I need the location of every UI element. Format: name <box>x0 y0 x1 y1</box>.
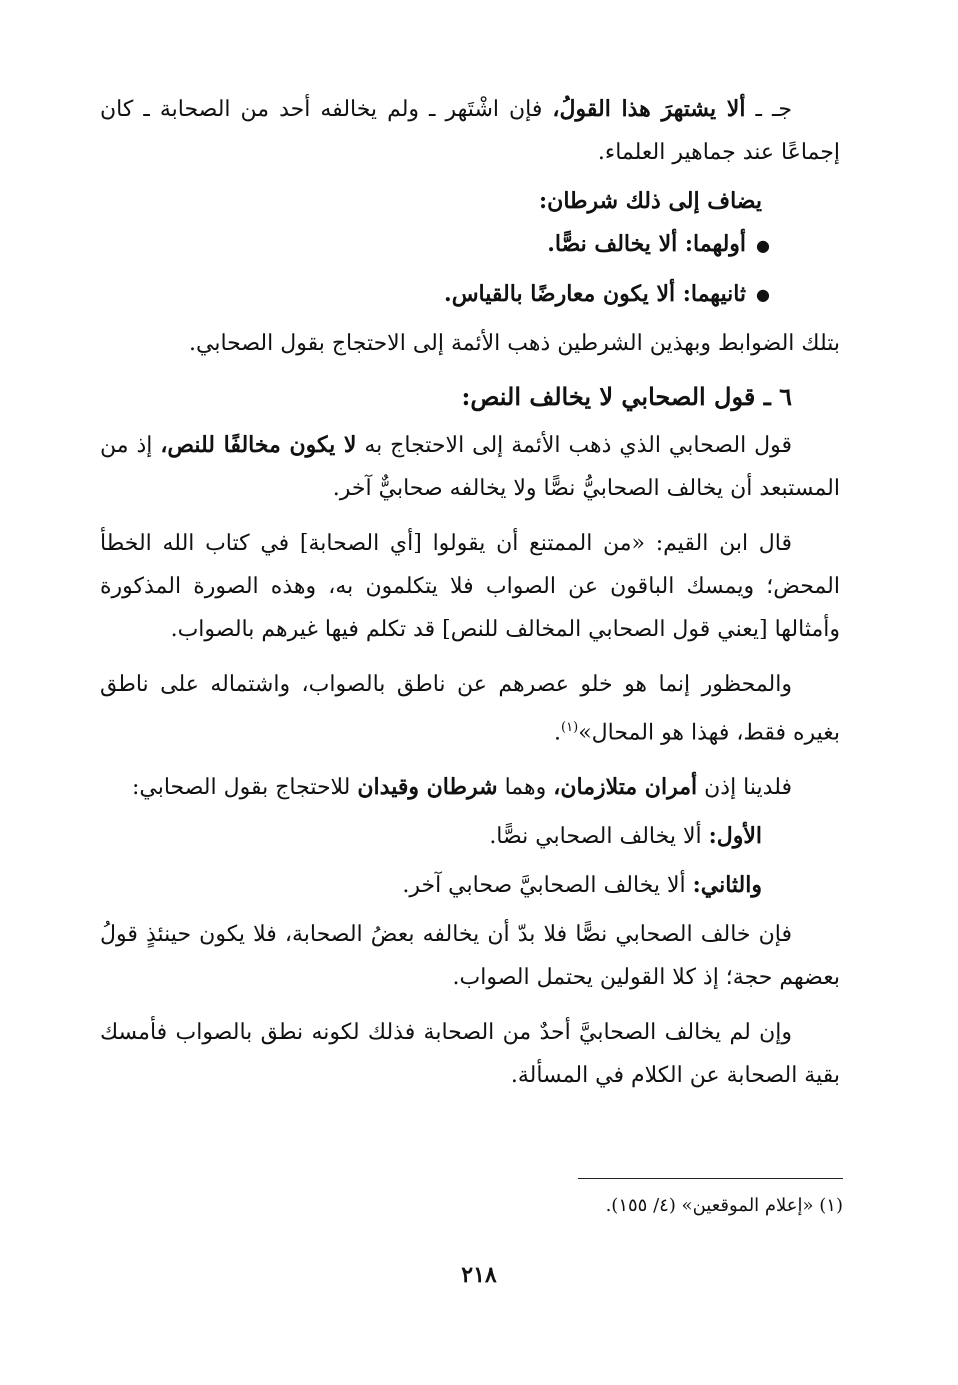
bold-phrase: أمران متلازمان، <box>553 774 698 801</box>
page-body <box>100 88 840 1097</box>
bullet-text: ثانيهما: ألا يكون معارضًا بالقياس. <box>444 280 747 307</box>
conditions-intro: يضاف إلى ذلك شرطان: <box>539 188 762 214</box>
paragraph-end: . <box>554 720 562 746</box>
item-marker: جـ ـ <box>745 97 793 122</box>
paragraph-text: للاحتجاج بقول الصحابي: <box>131 775 358 801</box>
paragraph-text: إذ من المستبعد أن يخالف الصحابيُّ نصًّا ولا يخالفه صحابيٌّ آخر. <box>100 433 840 501</box>
footnote: (١) «إعلام الموقعين» (٤/ ١٥٥). <box>605 1195 843 1216</box>
bold-phrase: لا يكون مخالفًا للنص، <box>160 432 357 458</box>
paragraph-wain: وإن لم يخالف الصحابيَّ أحدٌ من الصحابة فذلك لكونه نطق بالصواب فأمسك بقية الصحابة عن الكلام في المسألة. <box>100 1020 840 1089</box>
condition-text: ألا يخالف الصحابي نصًّا. <box>489 824 709 850</box>
bullet-item-1 <box>100 223 770 267</box>
paragraph-ladayna <box>100 766 840 809</box>
footnote-ref[interactable]: (١) <box>561 720 579 735</box>
paragraph-controls: بتلك الضوابط وبهذين الشرطين ذهب الأئمة إلى الاحتجاج بقول الصحابي. <box>189 331 840 356</box>
paragraph-ibn-qayyim: قال ابن القيم: «من الممتنع أن يقولوا [أي الصحابة] في كتاب الله الخطأ المحض؛ ويمسك الباقون عن الصواب فلا يتكلمون به، وهذه الصورة المذكورة وأمثالها [يعني قول الصحابي المخالف للنص] قد تكلم فيها غيرهم بالصواب. <box>100 531 840 642</box>
bullet-item-2 <box>100 273 770 317</box>
condition-label: الأول: <box>708 823 762 850</box>
paragraph-text: والمحظور إنما هو خلو عصرهم عن ناطق بالصواب، واشتماله على ناطق بغيره فقط، فهذا هو المحال» <box>100 672 840 746</box>
paragraph-text: قول الصحابي الذي ذهب الأئمة إلى الاحتجاج به <box>356 433 792 458</box>
bullet-text: أولهما: ألا يخالف نصًّا. <box>547 231 747 257</box>
condition-second <box>100 864 762 907</box>
paragraph-6 <box>100 424 840 510</box>
paragraph-text: فإن اشْتَهر ـ ولم يخالفه أحد من الصحابة ـ كان إجماعًا عند جماهير العلماء. <box>100 97 840 165</box>
paragraph-mahzur <box>100 663 840 754</box>
paragraph-c <box>100 88 840 174</box>
bullet-icon: ● <box>756 235 770 255</box>
bold-phrase: شرطان وقيدان <box>357 774 498 801</box>
page-number: ٢١٨ <box>461 1262 497 1288</box>
paragraph-fain: فإن خالف الصحابي نصًّا فلا بدّ أن يخالفه بعضُ الصحابة، فلا يكون حينئذٍ قولُ بعضهم حجة؛ إذ كلا القولين يحتمل الصواب. <box>100 922 840 991</box>
paragraph-text: وهما <box>497 775 554 801</box>
bullet-icon: ● <box>756 285 770 304</box>
condition-first <box>100 815 762 858</box>
bold-phrase: ألا يشتهرَ هذا القولُ، <box>552 96 746 122</box>
paragraph-text: فلدينا إذن <box>697 775 792 801</box>
condition-text: ألا يخالف الصحابيَّ صحابي آخر. <box>402 873 693 899</box>
section-heading: ٦ ـ قول الصحابي لا يخالف النص: <box>461 382 792 411</box>
condition-label: والثاني: <box>692 872 762 899</box>
footnote-separator <box>578 1178 843 1179</box>
